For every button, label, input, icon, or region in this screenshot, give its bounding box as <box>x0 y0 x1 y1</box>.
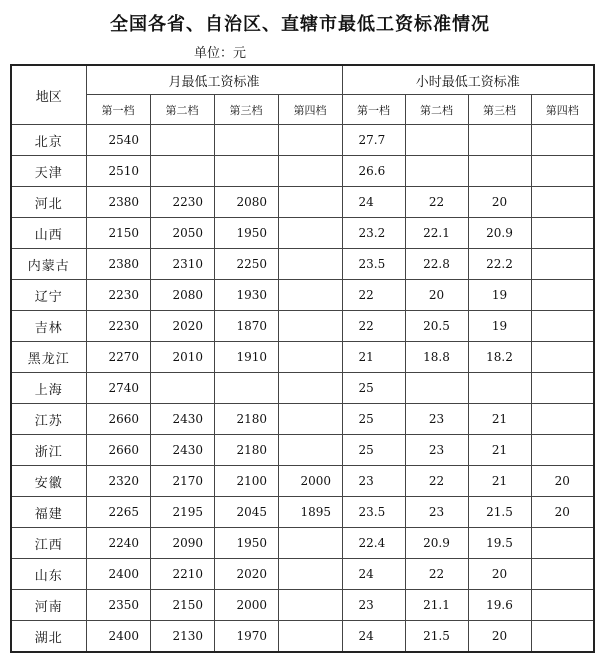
table-row <box>11 311 594 342</box>
table-row <box>11 125 594 156</box>
table-row <box>11 466 594 497</box>
hourly-tier-3-cell: 19.5 <box>468 528 531 559</box>
monthly-tier-1-cell: 2400 <box>86 621 150 653</box>
hourly-tier-1-cell: 24 <box>342 559 405 590</box>
monthly-tier-4-cell: 2000 <box>278 466 342 497</box>
region-cell: 辽宁 <box>11 280 86 311</box>
hourly-tier-4-cell <box>531 404 594 435</box>
monthly-tier-4-cell <box>278 435 342 466</box>
monthly-tier-2-cell <box>150 156 214 187</box>
hourly-tier-4-cell <box>531 249 594 280</box>
region-cell: 江西 <box>11 528 86 559</box>
hourly-tier-1-cell: 27.7 <box>342 125 405 156</box>
hourly-tier-1-cell: 22 <box>342 280 405 311</box>
hourly-tier-4-cell <box>531 373 594 404</box>
monthly-tier-1-cell: 2660 <box>86 435 150 466</box>
monthly-tier-1-cell: 2380 <box>86 249 150 280</box>
hourly-tier-3-cell: 20.9 <box>468 218 531 249</box>
header-hourly-tier-3: 第三档 <box>468 95 531 125</box>
monthly-tier-4-cell <box>278 187 342 218</box>
hourly-tier-2-cell <box>405 156 468 187</box>
monthly-tier-1-cell: 2660 <box>86 404 150 435</box>
monthly-tier-4-cell <box>278 249 342 280</box>
monthly-tier-4-cell <box>278 342 342 373</box>
hourly-tier-4-cell <box>531 621 594 653</box>
hourly-tier-3-cell <box>468 125 531 156</box>
monthly-tier-1-cell: 2350 <box>86 590 150 621</box>
monthly-tier-4-cell <box>278 280 342 311</box>
hourly-tier-3-cell: 20 <box>468 187 531 218</box>
hourly-tier-3-cell: 19.6 <box>468 590 531 621</box>
monthly-tier-2-cell: 2430 <box>150 404 214 435</box>
hourly-tier-2-cell: 23 <box>405 404 468 435</box>
monthly-tier-3-cell: 1970 <box>214 621 278 653</box>
region-cell: 北京 <box>11 125 86 156</box>
table-row <box>11 373 594 404</box>
monthly-tier-3-cell: 2100 <box>214 466 278 497</box>
monthly-tier-2-cell: 2210 <box>150 559 214 590</box>
monthly-tier-3-cell: 1950 <box>214 218 278 249</box>
table-row <box>11 404 594 435</box>
monthly-tier-1-cell: 2540 <box>86 125 150 156</box>
hourly-tier-2-cell: 22 <box>405 187 468 218</box>
table-row <box>11 342 594 373</box>
monthly-tier-2-cell: 2080 <box>150 280 214 311</box>
hourly-tier-3-cell: 21.5 <box>468 497 531 528</box>
monthly-tier-4-cell: 1895 <box>278 497 342 528</box>
hourly-tier-2-cell: 22 <box>405 466 468 497</box>
monthly-tier-2-cell: 2170 <box>150 466 214 497</box>
monthly-tier-1-cell: 2265 <box>86 497 150 528</box>
table-row <box>11 435 594 466</box>
monthly-tier-1-cell: 2510 <box>86 156 150 187</box>
hourly-tier-4-cell <box>531 342 594 373</box>
hourly-tier-2-cell: 22 <box>405 559 468 590</box>
hourly-tier-4-cell <box>531 435 594 466</box>
hourly-tier-1-cell: 25 <box>342 373 405 404</box>
region-cell: 福建 <box>11 497 86 528</box>
hourly-tier-4-cell: 20 <box>531 466 594 497</box>
hourly-tier-4-cell <box>531 187 594 218</box>
hourly-tier-3-cell: 18.2 <box>468 342 531 373</box>
monthly-tier-3-cell: 1950 <box>214 528 278 559</box>
monthly-tier-3-cell: 1930 <box>214 280 278 311</box>
monthly-tier-2-cell: 2090 <box>150 528 214 559</box>
monthly-tier-2-cell: 2050 <box>150 218 214 249</box>
region-cell: 吉林 <box>11 311 86 342</box>
hourly-tier-3-cell: 22.2 <box>468 249 531 280</box>
hourly-tier-3-cell: 21 <box>468 466 531 497</box>
monthly-tier-3-cell: 1910 <box>214 342 278 373</box>
monthly-tier-2-cell <box>150 125 214 156</box>
monthly-tier-3-cell <box>214 156 278 187</box>
header-region: 地区 <box>11 65 86 125</box>
hourly-tier-4-cell <box>531 590 594 621</box>
header-monthly-tier-1: 第一档 <box>86 95 150 125</box>
monthly-tier-2-cell: 2150 <box>150 590 214 621</box>
table-row <box>11 156 594 187</box>
monthly-tier-1-cell: 2320 <box>86 466 150 497</box>
hourly-tier-2-cell: 22.1 <box>405 218 468 249</box>
monthly-tier-3-cell: 2180 <box>214 435 278 466</box>
hourly-tier-1-cell: 23 <box>342 590 405 621</box>
unit-label: 单位：元 <box>194 46 247 61</box>
hourly-tier-4-cell <box>531 280 594 311</box>
hourly-tier-3-cell: 19 <box>468 280 531 311</box>
monthly-tier-1-cell: 2400 <box>86 559 150 590</box>
monthly-tier-2-cell: 2230 <box>150 187 214 218</box>
monthly-tier-3-cell <box>214 373 278 404</box>
header-hourly-tier-1: 第一档 <box>342 95 405 125</box>
monthly-tier-4-cell <box>278 125 342 156</box>
region-cell: 黑龙江 <box>11 342 86 373</box>
monthly-tier-2-cell: 2430 <box>150 435 214 466</box>
hourly-tier-3-cell <box>468 373 531 404</box>
hourly-tier-4-cell: 20 <box>531 497 594 528</box>
header-monthly-tier-4: 第四档 <box>278 95 342 125</box>
hourly-tier-3-cell: 20 <box>468 621 531 653</box>
region-cell: 安徽 <box>11 466 86 497</box>
monthly-tier-4-cell <box>278 559 342 590</box>
monthly-tier-2-cell <box>150 373 214 404</box>
table-row <box>11 590 594 621</box>
table-row <box>11 559 594 590</box>
header-monthly-tier-2: 第二档 <box>150 95 214 125</box>
table-row <box>11 218 594 249</box>
monthly-tier-3-cell: 1870 <box>214 311 278 342</box>
region-cell: 上海 <box>11 373 86 404</box>
header-monthly: 月最低工资标准 <box>86 65 342 95</box>
hourly-tier-1-cell: 24 <box>342 187 405 218</box>
header-hourly: 小时最低工资标准 <box>342 65 594 95</box>
monthly-tier-4-cell <box>278 156 342 187</box>
monthly-tier-2-cell: 2020 <box>150 311 214 342</box>
hourly-tier-1-cell: 23.5 <box>342 497 405 528</box>
hourly-tier-2-cell <box>405 125 468 156</box>
hourly-tier-1-cell: 24 <box>342 621 405 653</box>
hourly-tier-4-cell <box>531 218 594 249</box>
table-row <box>11 497 594 528</box>
hourly-tier-1-cell: 22.4 <box>342 528 405 559</box>
table-row <box>11 280 594 311</box>
monthly-tier-4-cell <box>278 590 342 621</box>
hourly-tier-2-cell: 18.8 <box>405 342 468 373</box>
monthly-tier-1-cell: 2740 <box>86 373 150 404</box>
hourly-tier-2-cell <box>405 373 468 404</box>
hourly-tier-1-cell: 22 <box>342 311 405 342</box>
hourly-tier-2-cell: 23 <box>405 497 468 528</box>
hourly-tier-1-cell: 23.2 <box>342 218 405 249</box>
hourly-tier-2-cell: 20.5 <box>405 311 468 342</box>
monthly-tier-3-cell: 2180 <box>214 404 278 435</box>
region-cell: 天津 <box>11 156 86 187</box>
monthly-tier-4-cell <box>278 373 342 404</box>
monthly-tier-1-cell: 2230 <box>86 311 150 342</box>
hourly-tier-1-cell: 21 <box>342 342 405 373</box>
monthly-tier-1-cell: 2150 <box>86 218 150 249</box>
region-cell: 江苏 <box>11 404 86 435</box>
monthly-tier-4-cell <box>278 404 342 435</box>
monthly-tier-1-cell: 2240 <box>86 528 150 559</box>
monthly-tier-1-cell: 2380 <box>86 187 150 218</box>
region-cell: 内蒙古 <box>11 249 86 280</box>
header-hourly-tier-2: 第二档 <box>405 95 468 125</box>
hourly-tier-4-cell <box>531 125 594 156</box>
page-title: 全国各省、自治区、直辖市最低工资标准情况 <box>110 14 490 35</box>
hourly-tier-2-cell: 20 <box>405 280 468 311</box>
header-hourly-tier-4: 第四档 <box>531 95 594 125</box>
monthly-tier-3-cell <box>214 125 278 156</box>
table-row <box>11 621 594 653</box>
monthly-tier-3-cell: 2045 <box>214 497 278 528</box>
monthly-tier-1-cell: 2270 <box>86 342 150 373</box>
monthly-tier-2-cell: 2310 <box>150 249 214 280</box>
region-cell: 浙江 <box>11 435 86 466</box>
monthly-tier-4-cell <box>278 311 342 342</box>
region-cell: 山西 <box>11 218 86 249</box>
hourly-tier-1-cell: 23 <box>342 466 405 497</box>
min-wage-table <box>10 64 595 653</box>
region-cell: 河北 <box>11 187 86 218</box>
hourly-tier-1-cell: 26.6 <box>342 156 405 187</box>
hourly-tier-3-cell: 21 <box>468 435 531 466</box>
monthly-tier-1-cell: 2230 <box>86 280 150 311</box>
header-monthly-tier-3: 第三档 <box>214 95 278 125</box>
monthly-tier-2-cell: 2195 <box>150 497 214 528</box>
monthly-tier-3-cell: 2250 <box>214 249 278 280</box>
hourly-tier-1-cell: 25 <box>342 435 405 466</box>
hourly-tier-3-cell: 19 <box>468 311 531 342</box>
monthly-tier-4-cell <box>278 621 342 653</box>
hourly-tier-4-cell <box>531 156 594 187</box>
hourly-tier-4-cell <box>531 528 594 559</box>
hourly-tier-2-cell: 23 <box>405 435 468 466</box>
region-cell: 山东 <box>11 559 86 590</box>
hourly-tier-4-cell <box>531 559 594 590</box>
table-row <box>11 249 594 280</box>
monthly-tier-3-cell: 2080 <box>214 187 278 218</box>
hourly-tier-2-cell: 21.1 <box>405 590 468 621</box>
hourly-tier-1-cell: 23.5 <box>342 249 405 280</box>
monthly-tier-4-cell <box>278 528 342 559</box>
monthly-tier-4-cell <box>278 218 342 249</box>
hourly-tier-3-cell: 21 <box>468 404 531 435</box>
hourly-tier-2-cell: 22.8 <box>405 249 468 280</box>
region-cell: 河南 <box>11 590 86 621</box>
hourly-tier-4-cell <box>531 311 594 342</box>
table-row <box>11 528 594 559</box>
monthly-tier-2-cell: 2010 <box>150 342 214 373</box>
region-cell: 湖北 <box>11 621 86 653</box>
hourly-tier-1-cell: 25 <box>342 404 405 435</box>
monthly-tier-2-cell: 2130 <box>150 621 214 653</box>
table-body <box>11 125 594 653</box>
hourly-tier-2-cell: 21.5 <box>405 621 468 653</box>
hourly-tier-3-cell: 20 <box>468 559 531 590</box>
table-row <box>11 187 594 218</box>
monthly-tier-3-cell: 2020 <box>214 559 278 590</box>
hourly-tier-3-cell <box>468 156 531 187</box>
hourly-tier-2-cell: 20.9 <box>405 528 468 559</box>
monthly-tier-3-cell: 2000 <box>214 590 278 621</box>
